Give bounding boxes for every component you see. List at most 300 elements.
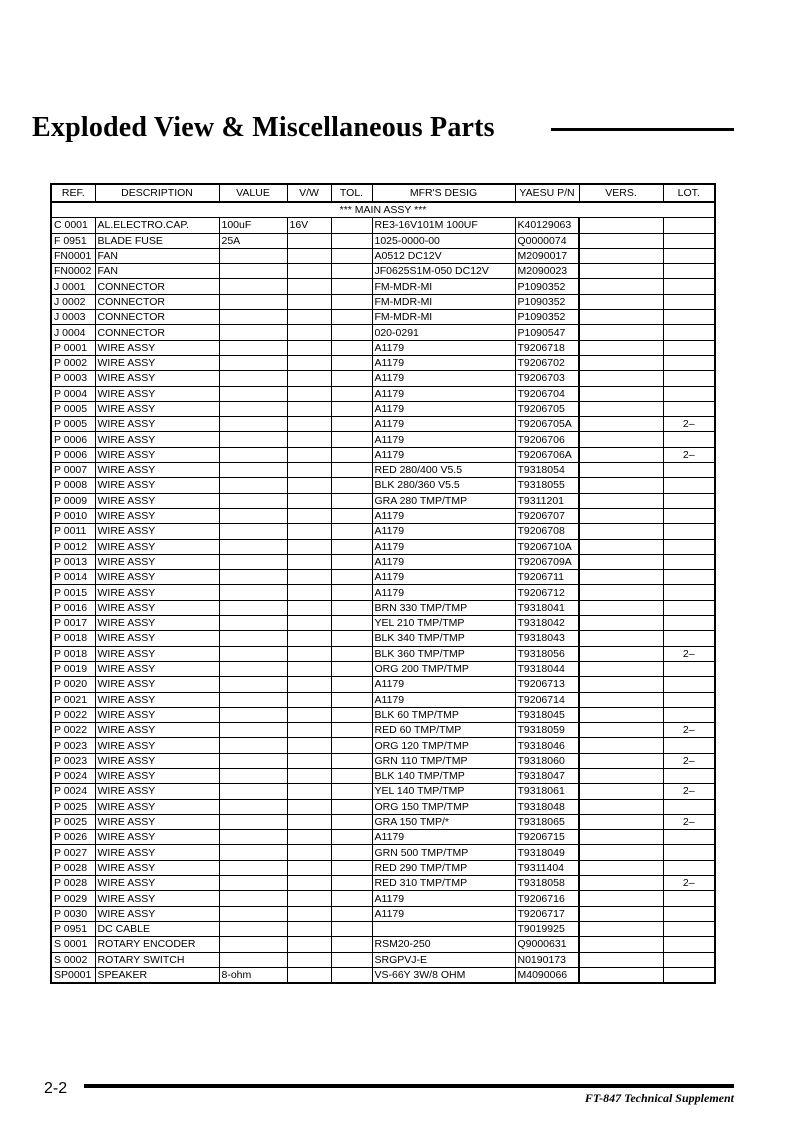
cell-description: WIRE ASSY xyxy=(95,401,219,416)
cell-vers xyxy=(579,355,663,370)
footer-rule xyxy=(84,1084,734,1088)
cell-vers xyxy=(579,860,663,875)
table-row xyxy=(51,830,715,845)
cell-tol xyxy=(331,218,372,233)
cell-mfr-desig: FM-MDR-MI xyxy=(372,310,515,325)
cell-description: CONNECTOR xyxy=(95,325,219,340)
cell-mfr-desig: VS-66Y 3W/8 OHM xyxy=(372,967,515,983)
table-row xyxy=(51,294,715,309)
cell-value xyxy=(219,524,287,539)
cell-ref: P 0021 xyxy=(51,692,95,707)
cell-yaesu-pn: Q9000631 xyxy=(515,937,579,952)
cell-ref: P 0017 xyxy=(51,616,95,631)
table-row xyxy=(51,616,715,631)
cell-yaesu-pn: T9206703 xyxy=(515,371,579,386)
cell-yaesu-pn: T9206714 xyxy=(515,692,579,707)
cell-lot xyxy=(663,707,715,722)
cell-value xyxy=(219,585,287,600)
table-row xyxy=(51,554,715,569)
cell-value xyxy=(219,952,287,967)
cell-value: 25A xyxy=(219,233,287,248)
cell-tol xyxy=(331,707,372,722)
cell-yaesu-pn: T9019925 xyxy=(515,921,579,936)
cell-tol xyxy=(331,325,372,340)
cell-description: WIRE ASSY xyxy=(95,570,219,585)
table-row xyxy=(51,447,715,462)
cell-ref: P 0022 xyxy=(51,723,95,738)
cell-lot: 2– xyxy=(663,646,715,661)
cell-lot xyxy=(663,860,715,875)
cell-value xyxy=(219,264,287,279)
cell-tol xyxy=(331,814,372,829)
cell-description: WIRE ASSY xyxy=(95,616,219,631)
cell-tol xyxy=(331,860,372,875)
cell-vers xyxy=(579,340,663,355)
cell-mfr-desig: SRGPVJ-E xyxy=(372,952,515,967)
cell-vw xyxy=(287,585,331,600)
cell-vers xyxy=(579,723,663,738)
cell-mfr-desig: BLK 60 TMP/TMP xyxy=(372,707,515,722)
table-row xyxy=(51,248,715,263)
cell-vers xyxy=(579,279,663,294)
cell-yaesu-pn: T9311201 xyxy=(515,493,579,508)
cell-description: WIRE ASSY xyxy=(95,876,219,891)
cell-description: WIRE ASSY xyxy=(95,585,219,600)
cell-lot xyxy=(663,355,715,370)
cell-value xyxy=(219,921,287,936)
cell-description: WIRE ASSY xyxy=(95,524,219,539)
cell-mfr-desig: GRA 150 TMP/* xyxy=(372,814,515,829)
cell-tol xyxy=(331,570,372,585)
cell-vers xyxy=(579,830,663,845)
table-row xyxy=(51,768,715,783)
cell-mfr-desig: A1179 xyxy=(372,447,515,462)
cell-value xyxy=(219,463,287,478)
cell-vw: 16V xyxy=(287,218,331,233)
cell-description: FAN xyxy=(95,264,219,279)
cell-mfr-desig: A1179 xyxy=(372,906,515,921)
cell-vw xyxy=(287,616,331,631)
table-row xyxy=(51,723,715,738)
cell-ref: P 0005 xyxy=(51,417,95,432)
cell-vers xyxy=(579,937,663,952)
cell-tol xyxy=(331,921,372,936)
table-row xyxy=(51,508,715,523)
page-title: Exploded View & Miscellaneous Parts xyxy=(32,112,495,143)
cell-ref: J 0002 xyxy=(51,294,95,309)
cell-yaesu-pn: T9318065 xyxy=(515,814,579,829)
cell-vers xyxy=(579,799,663,814)
table-row xyxy=(51,264,715,279)
cell-mfr-desig: A1179 xyxy=(372,891,515,906)
cell-value xyxy=(219,570,287,585)
cell-description: BLADE FUSE xyxy=(95,233,219,248)
cell-vers xyxy=(579,539,663,554)
cell-vers xyxy=(579,386,663,401)
cell-vers xyxy=(579,661,663,676)
cell-ref: SP0001 xyxy=(51,967,95,983)
cell-ref: P 0006 xyxy=(51,432,95,447)
cell-mfr-desig: GRN 500 TMP/TMP xyxy=(372,845,515,860)
cell-description: WIRE ASSY xyxy=(95,661,219,676)
cell-yaesu-pn: T9318046 xyxy=(515,738,579,753)
table-row xyxy=(51,631,715,646)
cell-lot xyxy=(663,554,715,569)
cell-description: WIRE ASSY xyxy=(95,830,219,845)
cell-tol xyxy=(331,294,372,309)
cell-yaesu-pn: K40129063 xyxy=(515,218,579,233)
table-row xyxy=(51,891,715,906)
cell-lot xyxy=(663,600,715,615)
cell-tol xyxy=(331,830,372,845)
cell-value xyxy=(219,784,287,799)
cell-mfr-desig: JF0625S1M-050 DC12V xyxy=(372,264,515,279)
table-row xyxy=(51,279,715,294)
cell-yaesu-pn: T9206715 xyxy=(515,830,579,845)
cell-value xyxy=(219,279,287,294)
cell-lot xyxy=(663,279,715,294)
cell-mfr-desig: FM-MDR-MI xyxy=(372,279,515,294)
cell-ref: P 0025 xyxy=(51,814,95,829)
cell-value xyxy=(219,371,287,386)
cell-yaesu-pn: T9318058 xyxy=(515,876,579,891)
cell-description: WIRE ASSY xyxy=(95,340,219,355)
cell-value: 8-ohm xyxy=(219,967,287,983)
cell-yaesu-pn: M4090066 xyxy=(515,967,579,983)
cell-vers xyxy=(579,585,663,600)
cell-tol xyxy=(331,876,372,891)
table-row xyxy=(51,386,715,401)
cell-tol xyxy=(331,845,372,860)
cell-vw xyxy=(287,539,331,554)
cell-description: CONNECTOR xyxy=(95,279,219,294)
cell-mfr-desig: RED 310 TMP/TMP xyxy=(372,876,515,891)
cell-ref: J 0001 xyxy=(51,279,95,294)
cell-vw xyxy=(287,891,331,906)
cell-vw xyxy=(287,799,331,814)
cell-description: WIRE ASSY xyxy=(95,784,219,799)
cell-ref: P 0008 xyxy=(51,478,95,493)
cell-vw xyxy=(287,906,331,921)
cell-ref: P 0018 xyxy=(51,631,95,646)
cell-mfr-desig: RED 280/400 V5.5 xyxy=(372,463,515,478)
cell-mfr-desig: A1179 xyxy=(372,539,515,554)
cell-value xyxy=(219,830,287,845)
col-header-lot: LOT. xyxy=(663,184,715,202)
cell-ref: S 0002 xyxy=(51,952,95,967)
cell-vers xyxy=(579,325,663,340)
table-row xyxy=(51,738,715,753)
cell-yaesu-pn: T9318045 xyxy=(515,707,579,722)
table-row xyxy=(51,646,715,661)
cell-lot: 2– xyxy=(663,876,715,891)
cell-yaesu-pn: T9206711 xyxy=(515,570,579,585)
cell-yaesu-pn: T9318043 xyxy=(515,631,579,646)
cell-tol xyxy=(331,233,372,248)
cell-description: WIRE ASSY xyxy=(95,723,219,738)
cell-vw xyxy=(287,310,331,325)
table-row xyxy=(51,401,715,416)
table-row xyxy=(51,585,715,600)
cell-lot xyxy=(663,570,715,585)
table-header-row xyxy=(51,184,715,202)
cell-yaesu-pn: Q0000074 xyxy=(515,233,579,248)
cell-mfr-desig: 020-0291 xyxy=(372,325,515,340)
page-number: 2-2 xyxy=(44,1080,68,1097)
cell-ref: P 0025 xyxy=(51,799,95,814)
cell-value xyxy=(219,508,287,523)
cell-lot: 2– xyxy=(663,814,715,829)
cell-tol xyxy=(331,508,372,523)
cell-tol xyxy=(331,600,372,615)
cell-vw xyxy=(287,447,331,462)
cell-mfr-desig: FM-MDR-MI xyxy=(372,294,515,309)
cell-tol xyxy=(331,661,372,676)
cell-ref: P 0010 xyxy=(51,508,95,523)
cell-tol xyxy=(331,952,372,967)
cell-yaesu-pn: T9318061 xyxy=(515,784,579,799)
cell-lot xyxy=(663,294,715,309)
cell-description: WIRE ASSY xyxy=(95,845,219,860)
cell-ref: FN0001 xyxy=(51,248,95,263)
cell-yaesu-pn: T9318048 xyxy=(515,799,579,814)
cell-ref: P 0024 xyxy=(51,784,95,799)
table-row xyxy=(51,921,715,936)
cell-value xyxy=(219,646,287,661)
cell-value xyxy=(219,738,287,753)
cell-mfr-desig: RE3-16V101M 100UF xyxy=(372,218,515,233)
cell-ref: P 0023 xyxy=(51,753,95,768)
cell-tol xyxy=(331,478,372,493)
cell-vw xyxy=(287,355,331,370)
cell-yaesu-pn: T9206706A xyxy=(515,447,579,462)
cell-lot xyxy=(663,937,715,952)
cell-lot: 2– xyxy=(663,447,715,462)
cell-vers xyxy=(579,952,663,967)
cell-yaesu-pn: N0190173 xyxy=(515,952,579,967)
table-row xyxy=(51,967,715,983)
cell-value xyxy=(219,631,287,646)
cell-vers xyxy=(579,463,663,478)
cell-vers xyxy=(579,967,663,983)
cell-ref: P 0006 xyxy=(51,447,95,462)
cell-vw xyxy=(287,845,331,860)
cell-value xyxy=(219,906,287,921)
cell-ref: P 0030 xyxy=(51,906,95,921)
cell-vers xyxy=(579,432,663,447)
cell-value xyxy=(219,891,287,906)
cell-vw xyxy=(287,952,331,967)
cell-lot xyxy=(663,218,715,233)
cell-description: FAN xyxy=(95,248,219,263)
cell-tol xyxy=(331,891,372,906)
parts-table-body xyxy=(51,202,715,983)
cell-lot xyxy=(663,952,715,967)
cell-vw xyxy=(287,707,331,722)
cell-ref: P 0005 xyxy=(51,401,95,416)
cell-lot xyxy=(663,631,715,646)
cell-vers xyxy=(579,401,663,416)
cell-vers xyxy=(579,371,663,386)
cell-value xyxy=(219,478,287,493)
cell-lot xyxy=(663,891,715,906)
cell-yaesu-pn: M2090023 xyxy=(515,264,579,279)
cell-value xyxy=(219,447,287,462)
cell-lot xyxy=(663,493,715,508)
cell-ref: J 0003 xyxy=(51,310,95,325)
col-header-mfr-desig: MFR'S DESIG xyxy=(372,184,515,202)
cell-lot xyxy=(663,325,715,340)
cell-mfr-desig: A1179 xyxy=(372,417,515,432)
cell-yaesu-pn: T9206717 xyxy=(515,906,579,921)
cell-vers xyxy=(579,218,663,233)
cell-mfr-desig: BRN 330 TMP/TMP xyxy=(372,600,515,615)
cell-yaesu-pn: T9318049 xyxy=(515,845,579,860)
cell-value xyxy=(219,554,287,569)
cell-ref: P 0009 xyxy=(51,493,95,508)
cell-lot xyxy=(663,401,715,416)
cell-vers xyxy=(579,646,663,661)
cell-lot xyxy=(663,906,715,921)
cell-mfr-desig: A1179 xyxy=(372,585,515,600)
cell-vw xyxy=(287,677,331,692)
table-row xyxy=(51,906,715,921)
cell-yaesu-pn: T9206704 xyxy=(515,386,579,401)
cell-lot xyxy=(663,432,715,447)
cell-lot xyxy=(663,371,715,386)
cell-description: WIRE ASSY xyxy=(95,738,219,753)
cell-mfr-desig: A1179 xyxy=(372,340,515,355)
cell-tol xyxy=(331,248,372,263)
cell-vw xyxy=(287,646,331,661)
cell-vw xyxy=(287,753,331,768)
cell-ref: P 0012 xyxy=(51,539,95,554)
table-row xyxy=(51,937,715,952)
cell-vw xyxy=(287,768,331,783)
cell-description: WIRE ASSY xyxy=(95,539,219,554)
cell-value xyxy=(219,539,287,554)
cell-vers xyxy=(579,570,663,585)
cell-yaesu-pn: T9206710A xyxy=(515,539,579,554)
table-row xyxy=(51,463,715,478)
table-row xyxy=(51,876,715,891)
table-row xyxy=(51,845,715,860)
table-row xyxy=(51,570,715,585)
table-row xyxy=(51,814,715,829)
cell-yaesu-pn: T9318044 xyxy=(515,661,579,676)
cell-tol xyxy=(331,753,372,768)
cell-vers xyxy=(579,631,663,646)
cell-ref: P 0020 xyxy=(51,677,95,692)
cell-ref: P 0016 xyxy=(51,600,95,615)
cell-mfr-desig: ORG 150 TMP/TMP xyxy=(372,799,515,814)
cell-vw xyxy=(287,493,331,508)
cell-description: WIRE ASSY xyxy=(95,906,219,921)
cell-tol xyxy=(331,906,372,921)
cell-description: DC CABLE xyxy=(95,921,219,936)
table-row xyxy=(51,218,715,233)
cell-vers xyxy=(579,478,663,493)
cell-lot: 2– xyxy=(663,753,715,768)
cell-vers xyxy=(579,692,663,707)
cell-vers xyxy=(579,876,663,891)
cell-description: WIRE ASSY xyxy=(95,355,219,370)
cell-description: WIRE ASSY xyxy=(95,478,219,493)
col-header-yaesu-pn: YAESU P/N xyxy=(515,184,579,202)
table-row xyxy=(51,417,715,432)
col-header-value: VALUE xyxy=(219,184,287,202)
cell-value xyxy=(219,677,287,692)
cell-tol xyxy=(331,386,372,401)
cell-yaesu-pn: P1090352 xyxy=(515,294,579,309)
cell-value xyxy=(219,294,287,309)
cell-tol xyxy=(331,967,372,983)
cell-description: WIRE ASSY xyxy=(95,646,219,661)
cell-description: WIRE ASSY xyxy=(95,386,219,401)
cell-value xyxy=(219,355,287,370)
cell-vw xyxy=(287,371,331,386)
cell-vers xyxy=(579,906,663,921)
cell-vw xyxy=(287,876,331,891)
cell-mfr-desig: BLK 340 TMP/TMP xyxy=(372,631,515,646)
cell-tol xyxy=(331,432,372,447)
cell-value xyxy=(219,248,287,263)
cell-yaesu-pn: P1090352 xyxy=(515,279,579,294)
cell-value xyxy=(219,707,287,722)
cell-description: WIRE ASSY xyxy=(95,768,219,783)
cell-yaesu-pn: T9318056 xyxy=(515,646,579,661)
cell-description: CONNECTOR xyxy=(95,310,219,325)
table-row xyxy=(51,432,715,447)
cell-mfr-desig: A1179 xyxy=(372,355,515,370)
cell-mfr-desig: BLK 140 TMP/TMP xyxy=(372,768,515,783)
cell-ref: P 0028 xyxy=(51,876,95,891)
cell-lot xyxy=(663,799,715,814)
cell-description: WIRE ASSY xyxy=(95,371,219,386)
cell-tol xyxy=(331,463,372,478)
cell-ref: P 0014 xyxy=(51,570,95,585)
cell-description: WIRE ASSY xyxy=(95,493,219,508)
cell-tol xyxy=(331,554,372,569)
cell-vw xyxy=(287,738,331,753)
cell-vw xyxy=(287,340,331,355)
cell-vw xyxy=(287,723,331,738)
cell-description: WIRE ASSY xyxy=(95,814,219,829)
cell-ref: S 0001 xyxy=(51,937,95,952)
cell-mfr-desig: A1179 xyxy=(372,386,515,401)
cell-tol xyxy=(331,677,372,692)
cell-mfr-desig: BLK 360 TMP/TMP xyxy=(372,646,515,661)
cell-description: WIRE ASSY xyxy=(95,753,219,768)
cell-tol xyxy=(331,616,372,631)
table-row xyxy=(51,371,715,386)
cell-tol xyxy=(331,768,372,783)
cell-vw xyxy=(287,463,331,478)
cell-description: WIRE ASSY xyxy=(95,554,219,569)
cell-description: WIRE ASSY xyxy=(95,707,219,722)
cell-value xyxy=(219,661,287,676)
cell-vw xyxy=(287,814,331,829)
cell-lot xyxy=(663,677,715,692)
cell-value xyxy=(219,723,287,738)
cell-ref: P 0028 xyxy=(51,860,95,875)
table-row xyxy=(51,600,715,615)
cell-yaesu-pn: T9206712 xyxy=(515,585,579,600)
cell-value xyxy=(219,386,287,401)
cell-yaesu-pn: T9206718 xyxy=(515,340,579,355)
cell-vw xyxy=(287,860,331,875)
cell-vw xyxy=(287,417,331,432)
